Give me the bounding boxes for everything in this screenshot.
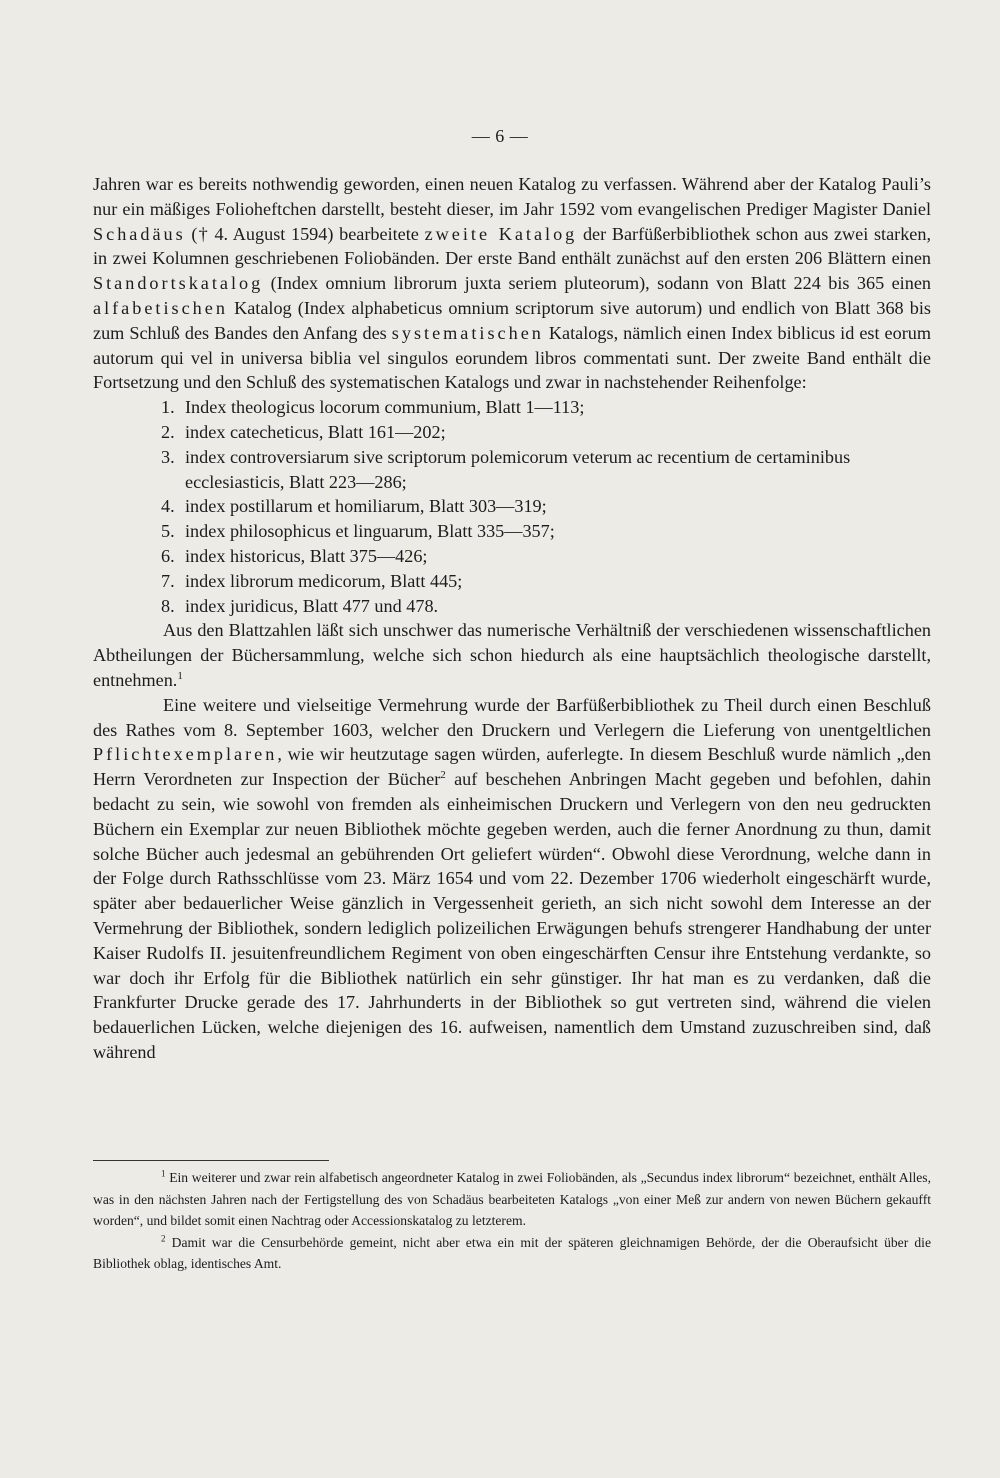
list-text: index controversiarum sive scriptorum polemicorum veterum ac recentium de certaminibus ecclesiasticis, Blatt 223—286;	[185, 446, 851, 492]
footnote-text: Damit war die Censurbehörde gemeint, nicht aber etwa ein mit der späteren gleichnamigen Behörde, der die Oberaufsicht über die Bibliothek oblag, identisches Amt.	[93, 1234, 931, 1271]
list-item	[163, 420, 931, 445]
spaced-term-pflichtexemplaren: Pflichtexemplaren	[93, 744, 278, 765]
footnote-mark: 2	[161, 1232, 166, 1243]
list-text: index postillarum et homiliarum, Blatt 303—319;	[185, 496, 547, 517]
spaced-name-schadaeus: Schadäus	[93, 223, 186, 244]
list-item	[163, 519, 931, 544]
text-run: Eine weitere und vielseitige Vermehrung wurde der Barfüßerbibliothek zu Theil durch einen Beschluß des Rathes vom 8. September 1603, welcher den Druckern und Verlegern die Lieferung von unentgeltlichen	[93, 694, 931, 740]
text-run: der Barfüßerbibliothek schon aus zwei starken, in zwei Kolumnen geschriebenen Foliobänden. Der erste Band enthält zunächst auf den ersten 206 Blättern einen	[93, 223, 932, 269]
list-text: index catecheticus, Blatt 161—202;	[185, 421, 446, 442]
list-item	[163, 569, 931, 594]
list-number: 8.	[161, 595, 175, 616]
spaced-term-standortskatalog: Standortskatalog	[93, 273, 264, 294]
list-item	[163, 544, 931, 569]
spaced-term-alfabetischen: alfabetischen	[93, 297, 228, 318]
list-text: Index theologicus locorum communium, Blatt 1—113;	[185, 397, 585, 418]
list-item	[163, 594, 931, 619]
list-text: index librorum medicorum, Blatt 445;	[185, 570, 463, 591]
footnote	[93, 1232, 931, 1275]
footnote-mark: 1	[161, 1168, 166, 1179]
footnote-text: Ein weiterer und zwar rein alfabetisch angeordneter Katalog in zwei Foliobänden, als „Secundus index librorum“ bezeichnet, enthält Alles, was in den nächsten Jahren nach der Fertigstellung des von Schadäus bearbeiteten Katalogs „von einer Meß zur andern von newen Büchern gekaufft worden“, und bildet somit einen Nachtrag oder Accessionskatalog zu letzterem.	[93, 1170, 931, 1228]
list-number: 7.	[161, 570, 175, 591]
list-number: 4.	[161, 496, 175, 517]
list-text: index historicus, Blatt 375—426;	[185, 545, 428, 566]
list-number: 1.	[161, 397, 175, 418]
text-run: († 4. August 1594) bearbeitete	[185, 223, 425, 244]
spaced-term-zweite-katalog: zweite Katalog	[424, 223, 578, 244]
footnote	[93, 1167, 931, 1232]
list-text: index juridicus, Blatt 477 und 478.	[185, 595, 439, 616]
footnote-reference: 1	[177, 669, 183, 682]
list-item	[163, 445, 931, 495]
paragraph-vermehrung	[93, 693, 931, 1065]
spaced-term-systematischen: systematischen	[391, 322, 544, 343]
text-run: Jahren war es bereits nothwendig geworden, einen neuen Katalog zu verfassen. Während aber der Katalog Pauli’s nur ein mäßiges Folioheftchen darstellt, besteht dieser, im Jahr 1592 vom evangelischen Prediger Magister Daniel	[93, 174, 931, 219]
text-run: auf beschehen Anbringen Macht gegeben und befohlen, dahin bedacht zu sein, wie sowohl von fremden als einheimischen Druckern und Verlegern von den neu gedruckten Büchern ein Exemplar zur neuen Bibliothek möchte gegeben werden, auch die ferner Anordnung zu thun, damit solche Bücher auch jedesmal an gebührenden Ort geliefert würden“. Obwohl diese Verordnung, welche dann in der Folge durch Rathsschlüsse vom 23. März 1654 und vom 22. Dezember 1706 wiederholt eingeschärft wurde, später aber bedauerlicher Weise gänzlich in Vergessenheit gerieth, an sich nicht sowohl dem Interesse an der Vermehrung der Bibliothek, sondern lediglich polizeilichen Erwägungen behufs strengerer Handhabung der unter Kaiser Rudolfs II. jesuitenfreundlichem Regiment von oben eingeschärften Censur ihre Entstehung verdankte, so war doch ihr Erfolg für die Bibliothek natürlich ein sehr günstiger. Ihr hat man es zu verdanken, daß die Frankfurter Drucke gerade des 17. Jahrhunderts in der Bibliothek so gut vertreten sind, während die vielen bedauerlichen Lücken, welche diejenigen des 16. aufweisen, namentlich dem Umstand zuzuschreiben sind, daß während	[93, 769, 931, 1062]
footnote-divider	[93, 1160, 329, 1161]
footnote-reference: 2	[440, 769, 446, 782]
text-run: Katalogs, nämlich einen Index biblicus id est eorum autorum qui vel in universa biblia vel singulos eorundem libros commentati sunt. Der zweite Band enthält die Fortsetzung und den Schluß des systematischen Katalogs und zwar in nachstehender Reihenfolge:	[93, 322, 932, 393]
page-number: — 6 —	[471, 126, 529, 146]
list-number: 2.	[161, 421, 175, 442]
text-run: , wie wir heutzutage sagen würden, auferlegte. In diesem Beschluß wurde nämlich „den Herrn Verordneten zur Inspection der Bücher	[93, 744, 931, 790]
footnotes	[93, 1167, 931, 1275]
list-item	[163, 395, 931, 420]
list-item	[163, 494, 931, 519]
text-run: (Index omnium librorum juxta seriem pluteorum), sodann von Blatt 224 bis 365 einen	[263, 273, 931, 294]
list-number: 6.	[161, 545, 175, 566]
list-number: 5.	[161, 521, 175, 542]
text-run: Katalog (Index alphabeticus omnium scriptorum sive autorum) und endlich von Blatt 368 bis zum Schluß des Bandes den Anfang des	[93, 297, 931, 343]
list-number: 3.	[161, 446, 175, 467]
paragraph-blattzahlen	[93, 618, 931, 692]
main-text	[93, 172, 931, 1065]
list-text: index philosophicus et linguarum, Blatt 335—357;	[185, 521, 555, 542]
paragraph-catalog	[93, 172, 931, 395]
text-run: Aus den Blattzahlen läßt sich unschwer das numerische Verhältniß der verschiedenen wissenschaftlichen Abtheilungen der Büchersammlung, welche sich schon hiedurch als eine hauptsächlich theologische darstellt, entnehmen.	[93, 620, 931, 690]
index-list	[93, 395, 931, 618]
